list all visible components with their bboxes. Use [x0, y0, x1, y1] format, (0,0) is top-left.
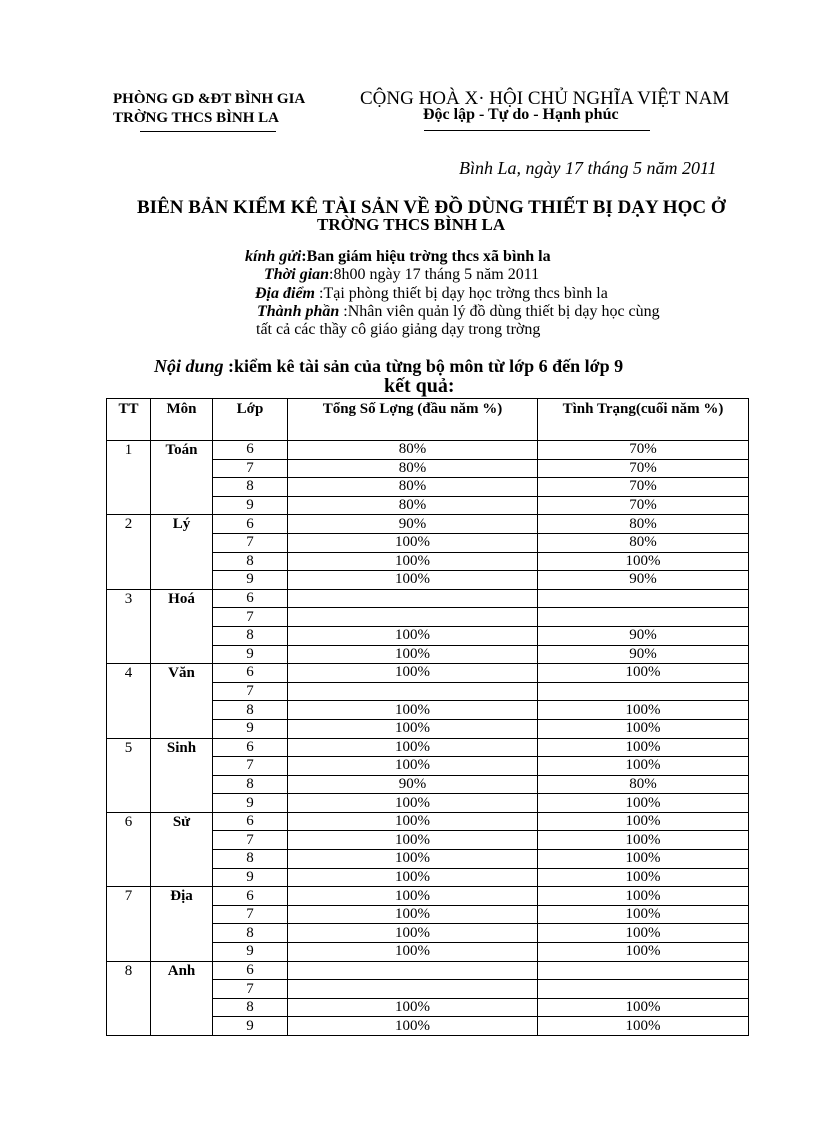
- end-year-percent-cell: 100%: [538, 757, 749, 776]
- end-year-percent-cell: 100%: [538, 794, 749, 813]
- end-year-percent-cell: 100%: [538, 850, 749, 869]
- grade-cell: 7: [213, 905, 288, 924]
- end-year-percent-cell: 90%: [538, 571, 749, 590]
- grade-cell: 9: [213, 571, 288, 590]
- start-year-percent-cell: 100%: [288, 701, 538, 720]
- end-year-percent-cell: 100%: [538, 831, 749, 850]
- noi-dung-line: [154, 356, 623, 377]
- document-title: BIÊN BẢN KIỂM KÊ TÀI SẢN VỀ ĐỒ DÙNG THIẾT BỊ DẠY HỌC Ở: [137, 197, 726, 218]
- start-year-percent-cell: 100%: [288, 850, 538, 869]
- grade-cell: 8: [213, 478, 288, 497]
- national-title: CỘNG HOÀ X· HỘI CHỦ NGHĨA VIỆT NAM: [360, 88, 730, 109]
- end-year-percent-cell: 100%: [538, 719, 749, 738]
- kinh-gui-line: [245, 248, 551, 266]
- row-number: 5: [107, 738, 151, 812]
- subject-name: Lý: [151, 515, 213, 589]
- start-year-percent-cell: 100%: [288, 738, 538, 757]
- grade-cell: 8: [213, 850, 288, 869]
- start-year-percent-cell: [288, 589, 538, 608]
- grade-cell: 6: [213, 441, 288, 460]
- grade-cell: 6: [213, 961, 288, 980]
- grade-cell: 6: [213, 887, 288, 906]
- end-year-percent-cell: 70%: [538, 441, 749, 460]
- start-year-percent-cell: 100%: [288, 533, 538, 552]
- thoi-gian-label: Thời gian: [264, 266, 330, 283]
- start-year-percent-cell: 100%: [288, 943, 538, 962]
- header-tinh-trang: Tình Trạng(cuối năm %): [538, 399, 749, 441]
- table-row: [107, 887, 749, 906]
- end-year-percent-cell: [538, 682, 749, 701]
- dia-diem-value: :Tại phòng thiết bị dạy học trờng thcs bình la: [315, 285, 608, 302]
- end-year-percent-cell: 100%: [538, 943, 749, 962]
- grade-cell: 9: [213, 943, 288, 962]
- grade-cell: 6: [213, 664, 288, 683]
- start-year-percent-cell: 100%: [288, 626, 538, 645]
- grade-cell: 7: [213, 459, 288, 478]
- start-year-percent-cell: 100%: [288, 571, 538, 590]
- end-year-percent-cell: 70%: [538, 478, 749, 497]
- subject-name: Văn: [151, 664, 213, 738]
- end-year-percent-cell: 80%: [538, 515, 749, 534]
- subject-name: Sử: [151, 812, 213, 886]
- end-year-percent-cell: 100%: [538, 868, 749, 887]
- subject-name: Anh: [151, 961, 213, 1035]
- dia-diem-label: Địa điểm: [255, 285, 315, 302]
- thanh-phan-value: :Nhân viên quản lý đồ dùng thiết bị dạy học cùng: [339, 303, 660, 320]
- start-year-percent-cell: 100%: [288, 645, 538, 664]
- end-year-percent-cell: [538, 980, 749, 999]
- date-line: Bình La, ngày 17 tháng 5 năm 2011: [459, 158, 717, 178]
- start-year-percent-cell: 100%: [288, 868, 538, 887]
- grade-cell: 8: [213, 701, 288, 720]
- header-lop: Lớp: [213, 399, 288, 441]
- subject-name: Hoá: [151, 589, 213, 663]
- end-year-percent-cell: 100%: [538, 701, 749, 720]
- grade-cell: 6: [213, 738, 288, 757]
- ket-qua-heading: kết quả:: [384, 375, 455, 397]
- start-year-percent-cell: 80%: [288, 441, 538, 460]
- start-year-percent-cell: 100%: [288, 794, 538, 813]
- grade-cell: 8: [213, 924, 288, 943]
- thanh-phan-continuation: tất cả các thầy cô giáo giảng dạy trong trờng: [256, 321, 541, 338]
- row-number: 3: [107, 589, 151, 663]
- start-year-percent-cell: 80%: [288, 496, 538, 515]
- row-number: 2: [107, 515, 151, 589]
- header-left-rule: [140, 131, 276, 132]
- start-year-percent-cell: [288, 608, 538, 627]
- thanh-phan-line: [257, 303, 660, 321]
- grade-cell: 9: [213, 1017, 288, 1036]
- table-row: [107, 589, 749, 608]
- header-right-rule: [424, 130, 650, 131]
- end-year-percent-cell: 100%: [538, 664, 749, 683]
- grade-cell: 9: [213, 868, 288, 887]
- thanh-phan-label: Thành phần: [257, 303, 340, 320]
- start-year-percent-cell: 100%: [288, 664, 538, 683]
- table-row: [107, 812, 749, 831]
- thoi-gian-line: [264, 266, 539, 284]
- school-name: TRỜNG THCS BÌNH LA: [113, 110, 280, 126]
- end-year-percent-cell: 100%: [538, 998, 749, 1017]
- table-row: [107, 515, 749, 534]
- end-year-percent-cell: 100%: [538, 552, 749, 571]
- grade-cell: 7: [213, 831, 288, 850]
- document-title-school: TRỜNG THCS BÌNH LA: [317, 215, 506, 234]
- subject-name: Sinh: [151, 738, 213, 812]
- department-name: PHÒNG GD &ĐT BÌNH GIA: [113, 91, 306, 107]
- end-year-percent-cell: 100%: [538, 738, 749, 757]
- end-year-percent-cell: 100%: [538, 812, 749, 831]
- grade-cell: 9: [213, 719, 288, 738]
- end-year-percent-cell: 100%: [538, 887, 749, 906]
- grade-cell: 9: [213, 794, 288, 813]
- end-year-percent-cell: 100%: [538, 924, 749, 943]
- grade-cell: 7: [213, 533, 288, 552]
- grade-cell: 7: [213, 980, 288, 999]
- grade-cell: 9: [213, 496, 288, 515]
- row-number: 1: [107, 441, 151, 515]
- start-year-percent-cell: 100%: [288, 757, 538, 776]
- start-year-percent-cell: 80%: [288, 459, 538, 478]
- end-year-percent-cell: [538, 589, 749, 608]
- grade-cell: 6: [213, 812, 288, 831]
- kinh-gui-label: kính gửi: [245, 248, 302, 265]
- grade-cell: 8: [213, 775, 288, 794]
- start-year-percent-cell: 100%: [288, 719, 538, 738]
- header-tt: TT: [107, 399, 151, 441]
- subject-name: Toán: [151, 441, 213, 515]
- start-year-percent-cell: 90%: [288, 515, 538, 534]
- grade-cell: 6: [213, 589, 288, 608]
- end-year-percent-cell: 90%: [538, 645, 749, 664]
- start-year-percent-cell: 100%: [288, 924, 538, 943]
- inventory-table: [106, 398, 749, 1036]
- row-number: 6: [107, 812, 151, 886]
- dia-diem-line: [255, 285, 608, 303]
- kinh-gui-value: :Ban giám hiệu trờng thcs xã bình la: [301, 248, 551, 265]
- grade-cell: 8: [213, 552, 288, 571]
- end-year-percent-cell: 100%: [538, 1017, 749, 1036]
- table-row: [107, 441, 749, 460]
- grade-cell: 7: [213, 682, 288, 701]
- header-tong-so-luong: Tổng Số Lợng (đầu năm %): [288, 399, 538, 441]
- grade-cell: 8: [213, 626, 288, 645]
- start-year-percent-cell: 100%: [288, 998, 538, 1017]
- end-year-percent-cell: 100%: [538, 905, 749, 924]
- start-year-percent-cell: [288, 961, 538, 980]
- noi-dung-label: Nội dung: [154, 356, 224, 376]
- table-row: [107, 961, 749, 980]
- start-year-percent-cell: 100%: [288, 1017, 538, 1036]
- row-number: 4: [107, 664, 151, 738]
- end-year-percent-cell: 70%: [538, 496, 749, 515]
- grade-cell: 9: [213, 645, 288, 664]
- end-year-percent-cell: 70%: [538, 459, 749, 478]
- table-row: [107, 738, 749, 757]
- row-number: 8: [107, 961, 151, 1035]
- row-number: 7: [107, 887, 151, 961]
- start-year-percent-cell: 90%: [288, 775, 538, 794]
- start-year-percent-cell: [288, 980, 538, 999]
- thoi-gian-value: :8h00 ngày 17 tháng 5 năm 2011: [329, 266, 540, 283]
- national-motto: Độc lập - Tự do - Hạnh phúc: [423, 106, 619, 123]
- start-year-percent-cell: 100%: [288, 905, 538, 924]
- subject-name: Địa: [151, 887, 213, 961]
- noi-dung-value: :kiểm kê tài sản của từng bộ môn từ lớp 6 đến lớp 9: [223, 356, 624, 376]
- end-year-percent-cell: 80%: [538, 533, 749, 552]
- grade-cell: 6: [213, 515, 288, 534]
- start-year-percent-cell: 80%: [288, 478, 538, 497]
- grade-cell: 7: [213, 757, 288, 776]
- start-year-percent-cell: 100%: [288, 887, 538, 906]
- start-year-percent-cell: 100%: [288, 812, 538, 831]
- inventory-table-body: [107, 441, 749, 1036]
- end-year-percent-cell: [538, 608, 749, 627]
- end-year-percent-cell: [538, 961, 749, 980]
- grade-cell: 7: [213, 608, 288, 627]
- grade-cell: 8: [213, 998, 288, 1017]
- end-year-percent-cell: 90%: [538, 626, 749, 645]
- start-year-percent-cell: [288, 682, 538, 701]
- header-mon: Môn: [151, 399, 213, 441]
- start-year-percent-cell: 100%: [288, 831, 538, 850]
- start-year-percent-cell: 100%: [288, 552, 538, 571]
- table-header-row: [107, 399, 749, 441]
- table-row: [107, 664, 749, 683]
- end-year-percent-cell: 80%: [538, 775, 749, 794]
